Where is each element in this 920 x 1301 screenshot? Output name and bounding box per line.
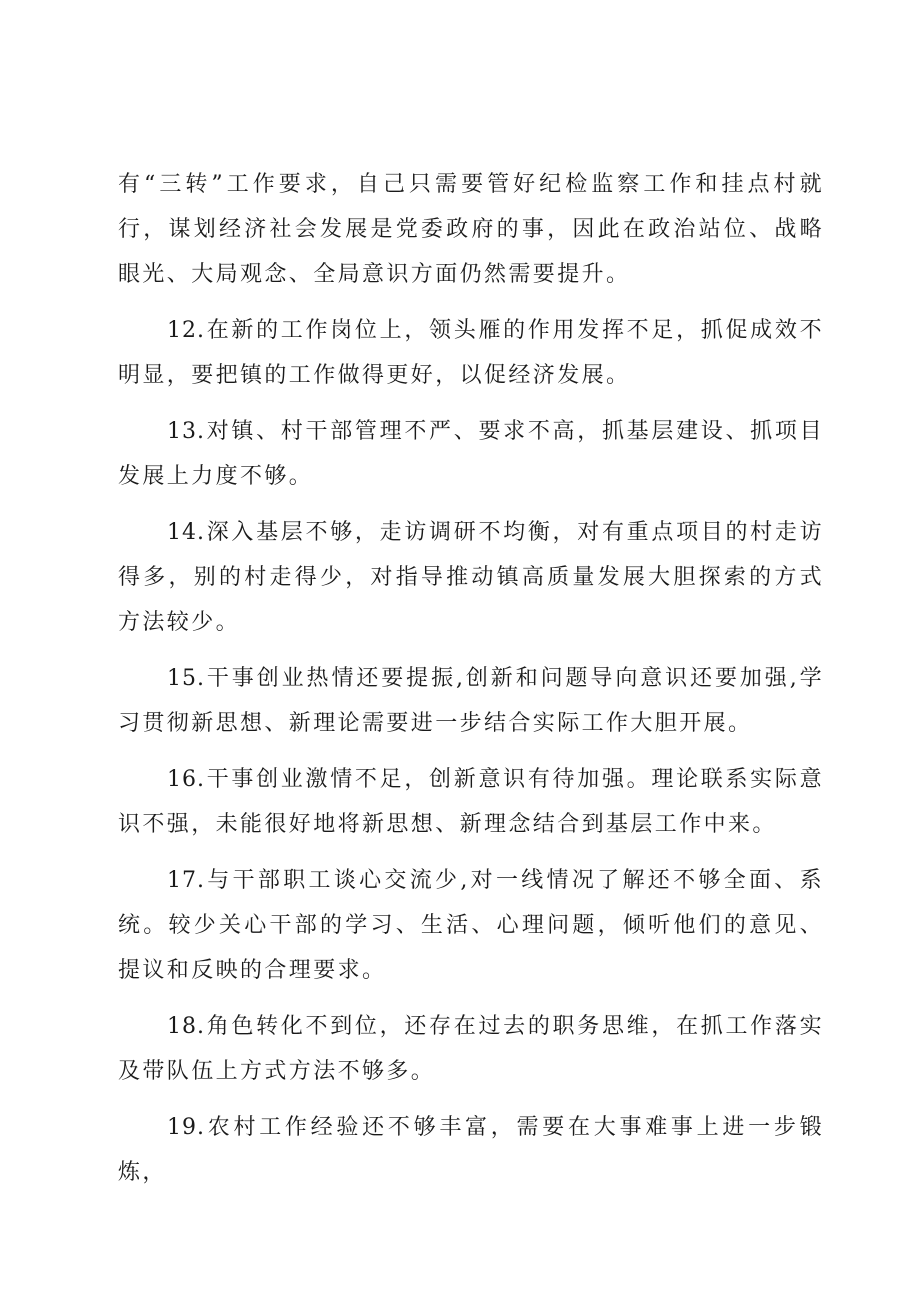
paragraph-number: 14 bbox=[167, 520, 197, 545]
paragraph-item-17 bbox=[118, 858, 824, 993]
document-body bbox=[118, 162, 824, 1206]
paragraph-text: .干事创业热情还要提振,创新和问题导向意识还要加强,学习贯彻新思想、新理论需要进一步结合实际工作大胆开展。 bbox=[118, 666, 824, 736]
paragraph-text: .对镇、村干部管理不严、要求不高，抓基层建设、抓项目发展上力度不够。 bbox=[118, 419, 824, 489]
paragraph-text: .在新的工作岗位上，领头雁的作用发挥不足，抓促成效不明显，要把镇的工作做得更好，以促经济发展。 bbox=[118, 318, 824, 388]
paragraph-text: .角色转化不到位，还存在过去的职务思维，在抓工作落实及带队伍上方式方法不够多。 bbox=[118, 1014, 824, 1084]
paragraph-number: 18 bbox=[167, 1014, 197, 1039]
paragraph-item-18 bbox=[118, 1004, 824, 1094]
paragraph-item-13 bbox=[118, 409, 824, 499]
paragraph-number: 13 bbox=[167, 419, 197, 444]
paragraph-text: .农村工作经验还不够丰富，需要在大事难事上进一步锻炼， bbox=[118, 1115, 824, 1185]
paragraph-text: .干事创业激情不足，创新意识有待加强。理论联系实际意识不强，未能很好地将新思想、新理念结合到基层工作中来。 bbox=[118, 767, 824, 837]
paragraph-number: 19 bbox=[167, 1115, 197, 1140]
paragraph-item-15 bbox=[118, 656, 824, 746]
paragraph-continued bbox=[118, 162, 824, 297]
paragraph-text: .深入基层不够，走访调研不均衡，对有重点项目的村走访得多，别的村走得少，对指导推动镇高质量发展大胆探索的方式方法较少。 bbox=[118, 520, 824, 635]
paragraph-number: 12 bbox=[167, 318, 197, 343]
paragraph-number: 16 bbox=[167, 767, 197, 792]
paragraph-item-12 bbox=[118, 308, 824, 398]
paragraph-number: 17 bbox=[167, 868, 197, 893]
paragraph-text: .与干部职工谈心交流少,对一线情况了解还不够全面、系统。较少关心干部的学习、生活、心理问题，倾听他们的意见、提议和反映的合理要求。 bbox=[118, 868, 824, 983]
paragraph-number: 15 bbox=[167, 666, 197, 691]
paragraph-item-14 bbox=[118, 510, 824, 645]
paragraph-item-16 bbox=[118, 757, 824, 847]
paragraph-text: 有“三转”工作要求，自己只需要管好纪检监察工作和挂点村就行，谋划经济社会发展是党委政府的事，因此在政治站位、战略眼光、大局观念、全局意识方面仍然需要提升。 bbox=[118, 172, 824, 287]
paragraph-item-19 bbox=[118, 1105, 824, 1195]
